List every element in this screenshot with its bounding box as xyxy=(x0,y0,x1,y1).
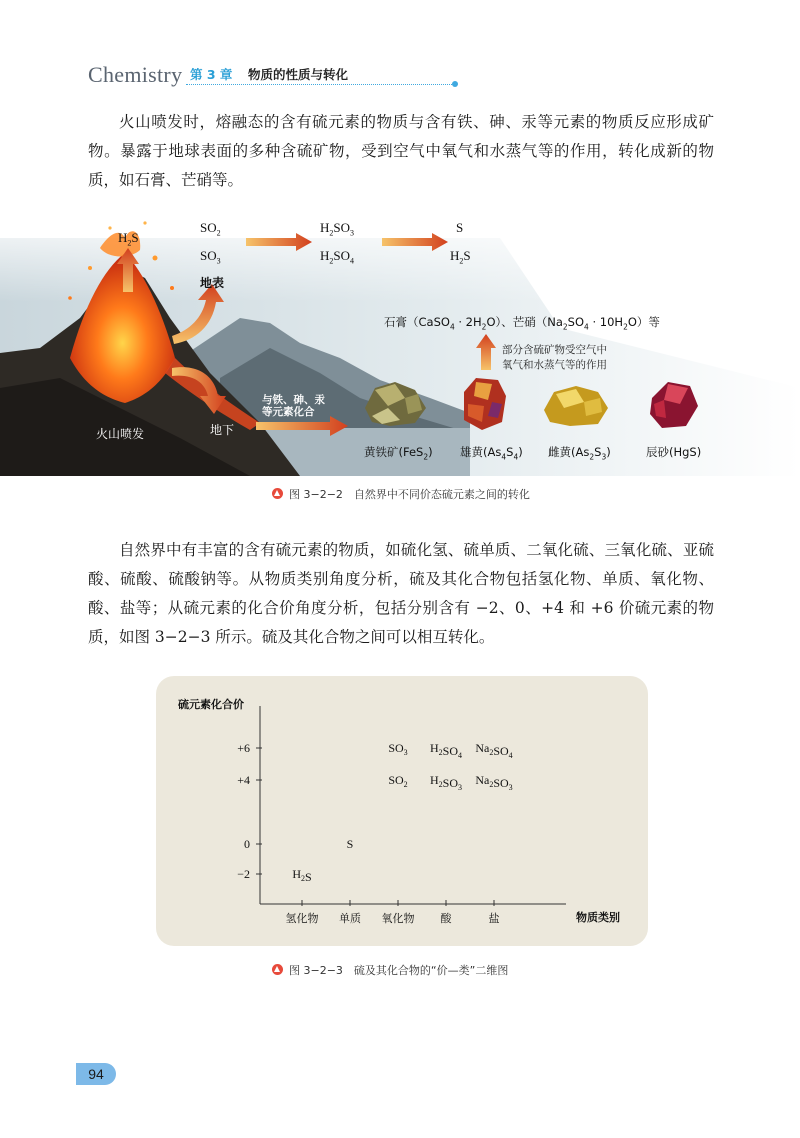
x-tick-label: 盐 xyxy=(488,912,500,925)
chart-point-s: S xyxy=(346,837,354,851)
chart-point-h2so3: $H_2SO_3$ xyxy=(429,773,463,792)
chart-panel xyxy=(156,676,648,946)
mineral-label-orpiment: 雌黄$(As_2S_3)$ xyxy=(548,445,611,462)
label-air xyxy=(502,343,607,373)
formula-h2s-top: $H_2S$ xyxy=(118,230,139,248)
chapter-number: 第 3 章 xyxy=(190,67,233,82)
triangle-icon xyxy=(272,964,283,975)
air-line-2: 氧气和水蒸气等的作用 xyxy=(502,359,607,371)
x-axis-label: 物质类别 xyxy=(576,911,620,924)
react-line-2: 等元素化合 xyxy=(262,406,315,418)
y-ticks xyxy=(237,741,262,881)
mineral-realgar-image xyxy=(458,374,510,432)
formula-so3: $SO_3$ xyxy=(200,248,221,266)
y-tick-label: +6 xyxy=(237,741,250,755)
x-tick-label: 酸 xyxy=(440,912,452,925)
mineral-label-pyrite: 黄铁矿(FeS$_2$) xyxy=(364,445,433,462)
air-line-1: 部分含硫矿物受空气中 xyxy=(502,344,607,356)
label-volcano: 火山喷发 xyxy=(96,427,145,441)
label-surface: 地表 xyxy=(200,276,225,290)
figure2-caption-text: 图 3−2−3 硫及其化合物的“价—类”二维图 xyxy=(289,964,509,977)
figure1-caption-text: 图 3−2−2 自然界中不同价态硫元素之间的转化 xyxy=(289,488,530,501)
paragraph-compounds: 自然界中有丰富的含有硫元素的物质，如硫化氢、硫单质、二氧化硫、三氧化硫、亚硫酸、硫酸、硫酸钠等。从物质类别角度分析，硫及其化合物包括氢化物、单质、氧化物、酸、盐等；从硫元素的化合价角度分析，包括分别含有 −2、0、+4 和 +6 价硫元素的物质，如图 3−2−3 所示。硫及其化合物之间可以相互转化。 xyxy=(88,541,714,646)
x-tick-label: 单质 xyxy=(339,912,361,925)
book-title: Chemistry xyxy=(88,62,183,87)
formula-h2s-right: $H_2S$ xyxy=(450,248,471,266)
chart-point-h2so4: $H_2SO_4$ xyxy=(429,741,463,760)
y-tick-label: 0 xyxy=(244,837,250,851)
header-dot xyxy=(452,81,458,87)
y-tick-label: −2 xyxy=(237,867,250,881)
figure1-caption xyxy=(272,486,530,502)
formula-h2so3: $H_2SO_3$ xyxy=(320,220,355,238)
mineral-cinnabar-image xyxy=(646,378,702,432)
label-underground: 地下 xyxy=(210,423,235,437)
formula-s: S xyxy=(456,220,464,235)
mineral-orpiment-image xyxy=(540,384,610,428)
formula-h2so4: $H_2SO_4$ xyxy=(320,248,355,266)
triangle-icon xyxy=(272,488,283,499)
figure2-caption xyxy=(272,962,508,978)
chart-point-h2s: $H_2S$ xyxy=(292,867,312,884)
page-header xyxy=(88,60,378,92)
chart-point-na2so3: $Na_2SO_3$ xyxy=(475,773,513,792)
x-tick-label: 氧化物 xyxy=(381,912,415,925)
header-rule xyxy=(186,84,454,85)
chapter-title: 物质的性质与转化 xyxy=(248,67,349,82)
chart-points xyxy=(292,741,512,884)
label-react xyxy=(262,394,325,418)
mineral-label-realgar: 雄黄$(As_4S_4)$ xyxy=(460,445,523,462)
paragraph-volcano: 火山喷发时，熔融态的含有硫元素的物质与含有铁、砷、汞等元素的物质反应形成矿物。暴露于地球表面的多种含硫矿物，受到空气中氧气和水蒸气等的作用，转化成新的物质，如石膏、芒硝等。 xyxy=(88,113,714,189)
chart-point-so3: $SO_3$ xyxy=(388,741,408,757)
page-number: 94 xyxy=(76,1063,116,1085)
chart-point-so2: $SO_2$ xyxy=(388,773,408,789)
formula-so2: $SO_2$ xyxy=(200,220,221,238)
mineral-pyrite-image xyxy=(360,378,430,428)
valence-category-chart xyxy=(156,676,648,946)
figure-sulfur-nature xyxy=(0,208,800,476)
y-tick-label: +4 xyxy=(237,773,250,787)
y-axis-label: 硫元素化合价 xyxy=(178,698,244,711)
x-tick-label: 氢化物 xyxy=(285,912,319,925)
mineral-label-cinnabar: 辰砂(HgS) xyxy=(646,445,702,459)
react-line-1: 与铁、砷、汞 xyxy=(262,394,325,406)
chart-point-na2so4: $Na_2SO_4$ xyxy=(475,741,513,760)
label-gypsum: 石膏（CaSO$_4$ · $2H_2O$）、芒硝$(Na_2SO_4 \cdot 10H_2O)$等 xyxy=(384,315,660,332)
